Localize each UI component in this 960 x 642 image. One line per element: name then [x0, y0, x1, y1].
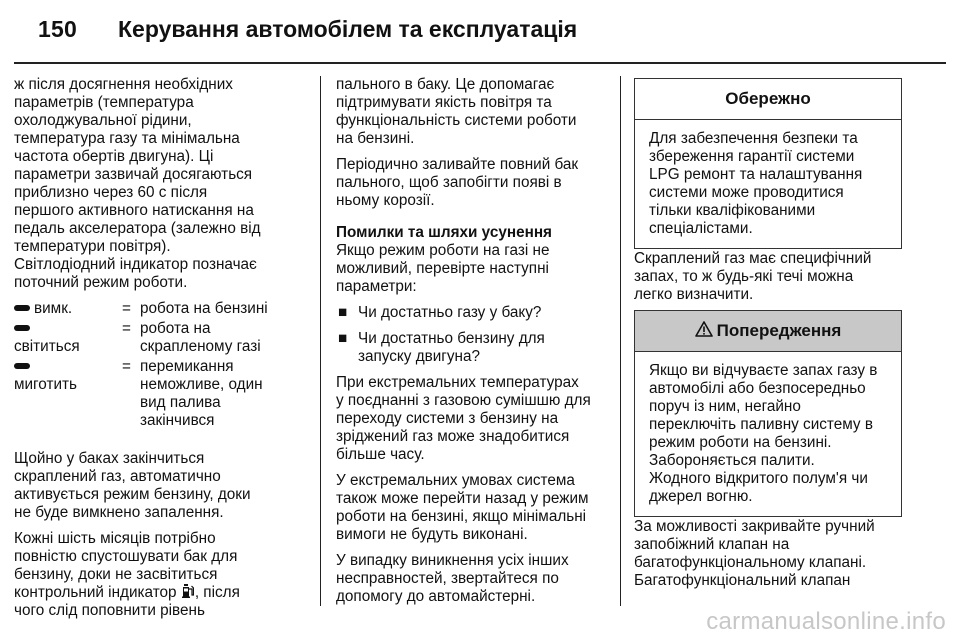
led-row-on	[14, 320, 310, 356]
text-fragment: , після	[194, 584, 240, 601]
text-line: поруч із ним, негайно	[649, 398, 801, 415]
text-line: тільки кваліфікованими	[649, 202, 816, 219]
text-line: скраплений газ, автоматично	[14, 468, 221, 485]
page-title: Керування автомобілем та експлуатація	[118, 16, 578, 42]
text-line: переходу системи з бензину на	[336, 410, 559, 427]
paragraph-fuel-quality	[336, 76, 612, 148]
warning-body	[635, 352, 901, 516]
text-line: У випадку виникнення усіх інших	[336, 552, 569, 569]
text-line: Щойно у баках закінчиться	[14, 450, 205, 467]
text-line: функціональність системи роботи	[336, 112, 577, 129]
text-line: у поєднанні з газовою сумішшю для	[336, 392, 591, 409]
text-line: роботи на бензині, якщо мінімальні	[336, 508, 587, 525]
text-line: багатофункціональному клапані.	[634, 554, 867, 571]
text-line: на бензині.	[336, 130, 415, 147]
led-dash-icon	[14, 325, 30, 331]
bullet-icon: ■	[338, 304, 348, 321]
text-line: підтримувати якість повітря та	[336, 94, 552, 111]
led-meaning: неможливе, один	[140, 376, 263, 393]
text-line: спеціалістами.	[649, 220, 753, 237]
list-item	[336, 304, 612, 322]
led-meaning: робота на	[140, 320, 211, 337]
led-meaning: вид палива	[140, 394, 221, 411]
text-line: параметри зазвичай досягаються	[14, 166, 253, 183]
text-line: Жодного відкритого полум'я чи	[649, 470, 868, 487]
text-line: автомобілі або безпосередньо	[649, 380, 866, 397]
warning-header	[635, 311, 901, 352]
text-line: вимоги не будуть виконані.	[336, 526, 528, 543]
led-meaning: перемикання	[140, 358, 234, 375]
text-line: Світлодіодний індикатор позначає	[14, 256, 257, 273]
led-state: миготить	[14, 376, 78, 393]
text-line: Періодично заливайте повний бак	[336, 156, 579, 173]
led-row-flashing	[14, 358, 310, 430]
text-fragment: контрольний індикатор	[14, 584, 177, 601]
text-line: зріджений газ може знадобитися	[336, 428, 570, 445]
equals-sign: =	[122, 300, 131, 317]
text-line: чого слід поповнити рівень	[14, 602, 205, 619]
page-header	[0, 0, 960, 62]
text-line: більше часу.	[336, 446, 425, 463]
text-line: Скраплений газ має специфічний	[634, 250, 872, 267]
led-state: вимк.	[34, 300, 73, 317]
equals-sign: =	[122, 358, 131, 375]
text-line: Чи достатньо газу у баку?	[358, 304, 542, 321]
led-meaning: скрапленому газі	[140, 338, 261, 355]
text-line: не буде вимкнено запалення.	[14, 504, 224, 521]
text-line: приблизно через 60 с після	[14, 184, 208, 201]
text-line: поточний режим роботи.	[14, 274, 188, 291]
text-line: пального в баку. Це допомагає	[336, 76, 555, 93]
text-line: LPG ремонт та налаштування	[649, 166, 863, 183]
led-state: світиться	[14, 338, 80, 355]
text-line: При екстремальних температурах	[336, 374, 579, 391]
text-line: збереження гарантії системи	[649, 148, 855, 165]
paragraph-six-months	[14, 530, 310, 620]
paragraph-other-faults	[336, 552, 612, 606]
text-line: запах, то ж будь-які течі можна	[634, 268, 854, 285]
text-line: активується режим бензину, доки	[14, 486, 251, 503]
paragraph-extreme-temps	[336, 374, 612, 464]
text-line: можливий, перевірте наступні	[336, 260, 549, 277]
text-line: режим роботи на бензині.	[649, 434, 832, 451]
text-line: температури повітря).	[14, 238, 171, 255]
column-divider-1	[320, 76, 321, 606]
equals-sign: =	[122, 320, 131, 337]
text-line: також може перейти назад у режим	[336, 490, 589, 507]
text-line: повністю спустошувати бак для	[14, 548, 238, 565]
warning-title: Попередження	[716, 321, 842, 340]
text-line: системи може проводитися	[649, 184, 844, 201]
paragraph-extreme-conditions	[336, 472, 612, 544]
paragraph-gas-empty	[14, 450, 310, 522]
column-2	[336, 76, 612, 614]
paragraph-manual-valve	[634, 518, 914, 590]
led-status-table	[14, 300, 310, 430]
text-line: параметрів (температура	[14, 94, 194, 111]
caution-body	[635, 120, 901, 248]
text-line: Якщо режим роботи на газі не	[336, 242, 550, 259]
text-line: Забороняється палити.	[649, 452, 815, 469]
header-rule	[14, 62, 946, 64]
intro-paragraph	[14, 76, 310, 292]
paragraph-full-tank	[336, 156, 612, 210]
text-line: У екстремальних умовах система	[336, 472, 575, 489]
text-line: температура газу та мінімальна	[14, 130, 240, 147]
led-dash-icon	[14, 363, 30, 369]
text-line: бензину, доки не засвітиться	[14, 566, 218, 583]
paragraph-gas-smell	[634, 250, 914, 304]
led-meaning: робота на бензині	[140, 300, 268, 317]
text-line	[14, 584, 310, 602]
text-line: Багатофункціональний клапан	[634, 572, 851, 589]
watermark: carmanualsonline.info	[706, 608, 946, 635]
text-line: Для забезпечення безпеки та	[649, 130, 858, 147]
fuel-pump-icon	[182, 584, 194, 598]
text-line: несправностей, звертайтеся по	[336, 570, 559, 587]
text-line: переключіть паливну систему в	[649, 416, 873, 433]
text-line: частота обертів двигуна). Ці	[14, 148, 214, 165]
text-line: ньому корозії.	[336, 192, 435, 209]
text-line: запобіжний клапан на	[634, 536, 790, 553]
text-line: Якщо ви відчуваєте запах газу в	[649, 362, 878, 379]
caution-box	[634, 78, 902, 249]
text-line: Чи достатньо бензину для	[358, 330, 545, 347]
warning-triangle-icon	[695, 321, 713, 337]
text-line: параметри:	[336, 278, 417, 295]
text-line: допомогу до автомайстерні.	[336, 588, 536, 605]
text-line: джерел вогню.	[649, 488, 753, 505]
text-line: За можливості закривайте ручний	[634, 518, 875, 535]
text-line: педаль акселератора (залежно від	[14, 220, 261, 237]
section-heading: Помилки та шляхи усунення	[336, 224, 552, 241]
led-row-off	[14, 300, 310, 318]
text-line: першого активного натискання на	[14, 202, 254, 219]
text-line: запуску двигуна?	[358, 348, 480, 365]
text-line: пального, щоб запобігти появі в	[336, 174, 562, 191]
led-meaning: закінчився	[140, 412, 215, 429]
column-divider-2	[620, 76, 621, 606]
caution-title: Обережно	[635, 79, 901, 120]
text-line: ж після досягнення необхідних	[14, 76, 233, 93]
column-1	[14, 76, 310, 628]
led-dash-icon	[14, 305, 30, 311]
text-line: легко визначити.	[634, 286, 754, 303]
warning-box	[634, 310, 902, 517]
text-line: охолоджувальної рідини,	[14, 112, 192, 129]
page-number: 150	[38, 16, 77, 42]
text-line: Кожні шість місяців потрібно	[14, 530, 216, 547]
list-item	[336, 330, 612, 366]
paragraph-troubleshoot	[336, 242, 612, 296]
bullet-icon: ■	[338, 330, 348, 347]
